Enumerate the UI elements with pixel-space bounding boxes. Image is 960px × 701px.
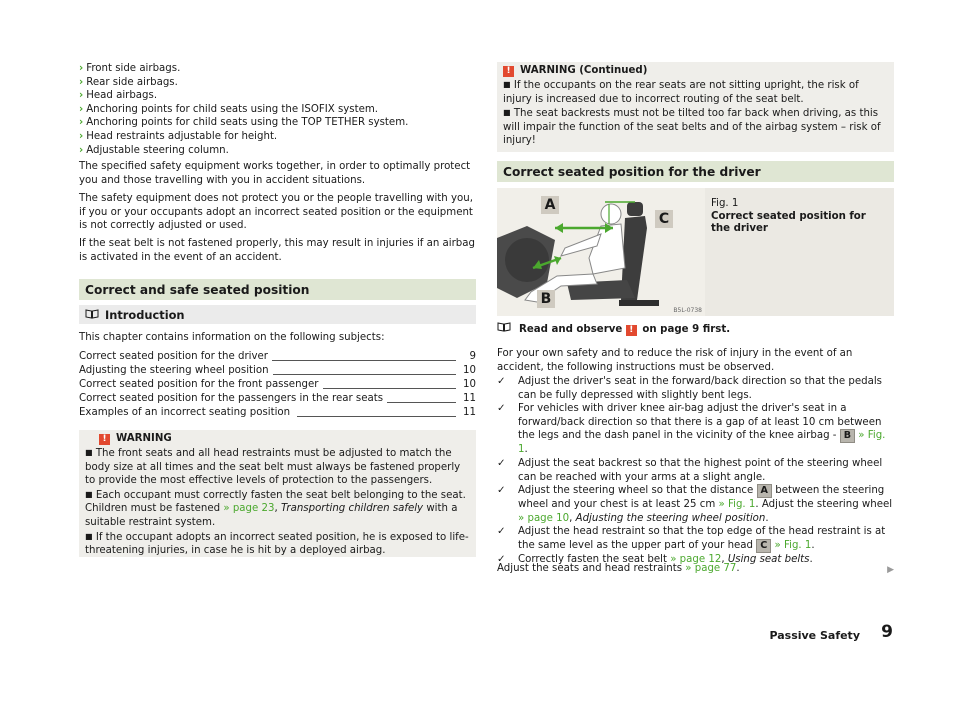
check-item: ✓ Adjust the head restraint so that the top edge of the head restraint is at the same level as the upper part of your head C » Fig. 1.	[497, 526, 886, 551]
warning-continued-box	[497, 62, 894, 152]
toc-entry[interactable]: Examples of an incorrect seating position 11	[79, 407, 476, 418]
chevron-right-icon: ›	[79, 76, 84, 88]
page-number: 9	[881, 622, 893, 642]
square-bullet-icon: ■	[503, 108, 511, 118]
marker-c: C	[658, 211, 670, 227]
warning-item: ■ Each occupant must correctly fasten the seat belt belonging to the seat. Children must be fastened » page 23, Transporting children safely with a suitable restraint system.	[85, 489, 466, 528]
square-bullet-icon: ■	[85, 448, 93, 457]
read-observe: Read and observe ! on page 9 first.	[497, 322, 894, 337]
driver-seat-illustration	[497, 188, 705, 316]
continue-arrow-icon: ▶	[887, 565, 894, 575]
list-item: › Front side airbags.	[79, 63, 181, 74]
figure-link[interactable]: » Fig. 1	[518, 430, 886, 456]
warning-item: ■ The front seats and all head restraints must be adjusted to match the body size at all times and the seat belt must always be fastened properly to provide the most effective levels of protection to the passengers.	[85, 448, 461, 487]
check-item: ✓ Correctly fasten the seat belt » page 12, Using seat belts.	[497, 553, 813, 565]
marker-a: A	[544, 197, 556, 213]
checkmark-icon: ✓	[497, 376, 506, 387]
chevron-right-icon: ›	[79, 90, 84, 102]
list-item: › Anchoring points for child seats using the TOP TETHER system.	[79, 117, 409, 129]
figure	[497, 188, 894, 316]
page-link[interactable]: » page 23	[223, 503, 275, 515]
list-item: › Head restraints adjustable for height.	[79, 130, 278, 142]
toc-leader	[383, 402, 456, 403]
toc-entry[interactable]: Correct seated position for the front passenger 10	[79, 379, 476, 390]
checkmark-icon: ✓	[497, 526, 506, 538]
warning-icon: !	[99, 434, 110, 445]
key-marker-b: B	[840, 429, 855, 443]
check-item: ✓ Adjust the steering wheel so that the distance A between the steering wheel and your chest is at least 25 cm » Fig. 1. Adjust the steering wheel » page 10, Adjusting the steering wheel position.	[497, 485, 893, 524]
square-bullet-icon: ■	[503, 80, 511, 89]
chevron-right-icon: ›	[79, 103, 84, 115]
warning-title: ! WARNING	[85, 432, 470, 446]
toc-entry[interactable]: Correct seated position for the passengers in the rear seats 11	[79, 393, 476, 404]
checkmark-icon: ✓	[497, 403, 506, 415]
figure-link[interactable]: » Fig. 1	[718, 499, 756, 511]
page-link[interactable]: » page 77	[685, 563, 737, 574]
paragraph: The specified safety equipment works together, in order to optimally protect you and those travelling with you in accident situations.	[79, 161, 471, 186]
key-marker-c: C	[756, 539, 771, 553]
page-link[interactable]: » page 12	[670, 553, 722, 565]
paragraph: If the seat belt is not fastened properly, this may result in injuries if an airbag is activated in the event of an accident.	[79, 238, 475, 263]
intro-paragraph: For your own safety and to reduce the risk of injury in the event of an accident, the following instructions must be observed.	[497, 348, 853, 373]
warning-item: ■ If the occupant adopts an incorrect seated position, he is exposed to life-threatening injuries, in case he is hit by a deployed airbag.	[85, 531, 469, 557]
equipment-list	[79, 62, 476, 157]
chevron-right-icon: ›	[79, 117, 84, 129]
toc-entry[interactable]: Adjusting the steering wheel position 10	[79, 365, 476, 376]
list-item: › Rear side airbags.	[79, 76, 178, 88]
intro-heading: Introduction	[79, 305, 476, 324]
toc-leader	[297, 416, 456, 417]
key-marker-a: A	[757, 484, 772, 498]
instruction-list	[497, 375, 894, 567]
toc-entry[interactable]: Correct seated position for the driver 9	[79, 351, 476, 362]
check-item: ✓ Adjust the seat backrest so that the highest point of the steering wheel can be reached with your arms at a slight angle.	[497, 457, 883, 483]
book-icon	[85, 308, 99, 322]
square-bullet-icon: ■	[85, 531, 93, 541]
chevron-right-icon: ›	[79, 144, 84, 156]
page-link[interactable]: » page 10	[518, 512, 570, 524]
warning-title: ! WARNING (Continued)	[503, 64, 888, 78]
marker-b: B	[540, 291, 552, 307]
toc-leader	[273, 374, 456, 375]
figure-caption	[705, 188, 894, 316]
paragraph: The safety equipment does not protect you or the people travelling with you, if you or your occupants adopt an incorrect seated position or the equipment is not correctly adjusted or used.	[79, 193, 473, 232]
warning-icon: !	[503, 66, 514, 77]
check-item: ✓ Adjust the driver's seat in the forward/back direction so that the pedals can be fully depressed with slightly bent legs.	[497, 376, 882, 401]
warning-icon: !	[626, 325, 637, 336]
list-item: › Anchoring points for child seats using the ISOFIX system.	[79, 103, 379, 115]
checkmark-icon: ✓	[497, 485, 506, 497]
footer-section-title: Passive Safety	[769, 629, 860, 642]
figure-caption-text: Correct seated position for the driver	[711, 210, 866, 235]
final-paragraph: Adjust the seats and head restraints » page 77.	[497, 563, 740, 574]
warning-item: ■ If the occupants on the rear seats are not sitting upright, the risk of injury is increased due to incorrect routing of the seat belt.	[503, 80, 859, 105]
check-item: ✓ For vehicles with driver knee air-bag adjust the driver's seat in a forward/back direction so that there is a gap of at least 10 cm between the legs and the dash panel in the vicinity of the knee airbag - B » Fig. 1.	[497, 403, 886, 456]
checkmark-icon: ✓	[497, 457, 506, 469]
section-heading: Correct seated position for the driver	[497, 161, 894, 182]
figure-label: Fig. 1	[711, 198, 739, 209]
intro-text: This chapter contains information on the following subjects:	[79, 332, 385, 343]
chevron-right-icon: ›	[79, 130, 84, 142]
figure-code: B5L-0738	[673, 307, 702, 314]
section-heading: Correct and safe seated position	[79, 279, 476, 300]
warning-box	[79, 430, 476, 557]
chevron-right-icon: ›	[79, 63, 84, 74]
book-icon	[497, 322, 511, 337]
warning-item: ■ The seat backrests must not be tilted too far back when driving, as this will impair the function of the seat belts and of the airbag system – risk of injury!	[503, 108, 881, 147]
figure-link[interactable]: » Fig. 1	[774, 539, 812, 551]
toc-leader	[323, 388, 456, 389]
list-item: › Adjustable steering column.	[79, 144, 229, 156]
square-bullet-icon: ■	[85, 489, 93, 499]
list-item: › Head airbags.	[79, 90, 158, 102]
toc-leader	[271, 360, 456, 361]
checkmark-icon: ✓	[497, 553, 506, 565]
